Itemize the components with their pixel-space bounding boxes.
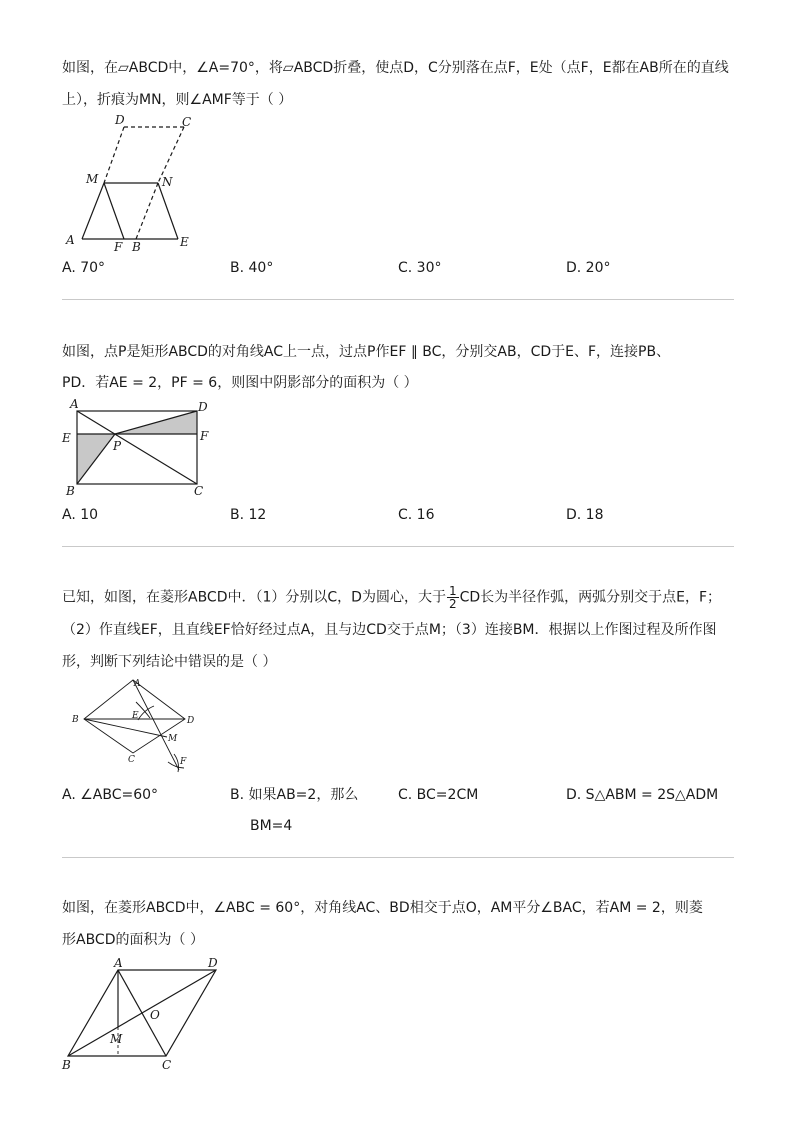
q3-label-E: E (132, 711, 139, 721)
q2-option-d[interactable]: D. 18 (566, 507, 604, 523)
q2-text-line-1: 如图，点P是矩形ABCD的对角线AC上一点，过点P作EF ∥ BC，分别交AB，CD于E、F，连接PB、 (62, 344, 671, 360)
q2-option-b[interactable]: B. 12 (230, 507, 267, 523)
q3-text-line-3: 形，判断下列结论中错误的是（ ） (62, 654, 277, 670)
q3-fraction-half (447, 585, 459, 610)
q3-option-b-continued: BM=4 (250, 818, 293, 834)
q2-label-D: D (198, 400, 208, 414)
q2-label-E: E (62, 431, 71, 445)
q1-label-D: D (115, 113, 125, 127)
q1-label-B: B (132, 240, 141, 254)
q3-label-A: A (134, 679, 141, 689)
q4-label-O: O (150, 1008, 160, 1022)
q1-label-A: A (66, 233, 75, 247)
q1-option-d[interactable]: D. 20° (566, 260, 611, 276)
q1-label-C: C (182, 115, 192, 129)
q3-option-a[interactable]: A. ∠ABC=60° (62, 787, 159, 803)
q2-option-a[interactable]: A. 10 (62, 507, 99, 523)
q1-edge-MF (104, 183, 124, 239)
q3-line-EF (133, 680, 179, 770)
q1-option-c[interactable]: C. 30° (398, 260, 442, 276)
q4-label-M: M (110, 1032, 123, 1046)
q4-figure (58, 952, 228, 1074)
q1-text-line-2: 上），折痕为MN，则∠AMF等于（ ） (62, 92, 293, 108)
q1-label-F: F (114, 240, 123, 254)
q3-option-c[interactable]: C. BC=2CM (398, 787, 479, 803)
q3-label-C: C (128, 755, 135, 765)
q3-label-F: F (180, 757, 187, 767)
q3-label-B: B (72, 715, 79, 725)
q1-figure (58, 112, 208, 257)
q1-edge-NE (158, 183, 178, 239)
q3-arc-F-2 (174, 754, 179, 772)
q3-fraction-denominator: 2 (448, 597, 457, 611)
q2-label-C: C (194, 484, 204, 498)
q3-label-M: M (168, 734, 178, 744)
q2-label-A: A (70, 397, 79, 411)
q2-label-P: P (113, 439, 122, 453)
q4-label-C: C (162, 1058, 172, 1072)
q3-fraction-numerator: 1 (448, 584, 457, 598)
q1-edge-AM (82, 183, 104, 239)
q2-figure (58, 396, 218, 500)
q1-label-E: E (180, 235, 189, 249)
q2-option-c[interactable]: C. 16 (398, 507, 435, 523)
divider-3 (62, 857, 734, 858)
q2-label-F: F (200, 429, 209, 443)
q3-label-D: D (187, 716, 195, 726)
q2-label-B: B (66, 484, 75, 498)
q3-text-line-1b: CD长为半径作弧，两弧分别交于点E，F； (459, 589, 722, 606)
q4-diagonal-BD (68, 970, 216, 1056)
q1-text-line-1: 如图，在▱ABCD中，∠A=70°，将▱ABCD折叠，使点D，C分别落在点F，E处（点F，E都在AB所在的直线 (62, 60, 729, 76)
q1-option-b[interactable]: B. 40° (230, 260, 274, 276)
q1-label-M: M (86, 172, 99, 186)
q3-option-d[interactable]: D. S△ABM = 2S△ADM (566, 787, 719, 803)
q4-label-D: D (208, 956, 218, 970)
q4-label-B: B (62, 1058, 71, 1072)
q1-label-N: N (162, 175, 173, 189)
q3-figure (66, 674, 216, 780)
q1-edge-DM (104, 127, 124, 183)
q2-text-line-2: PD．若AE = 2，PF = 6，则图中阴影部分的面积为（ ） (62, 375, 418, 391)
q1-edge-NB (136, 183, 158, 239)
divider-2 (62, 546, 734, 547)
q3-text-line-2: （2）作直线EF，且直线EF恰好经过点A，且与边CD交于点M；（3）连接BM．根据以上作图过程及所作图 (62, 622, 717, 638)
q1-option-a[interactable]: A. 70° (62, 260, 106, 276)
q4-label-A: A (114, 956, 123, 970)
q4-text-line-1: 如图，在菱形ABCD中，∠ABC = 60°，对角线AC、BD相交于点O，AM平分∠BAC，若AM = 2，则菱 (62, 900, 703, 916)
q3-text-line-1 (62, 585, 721, 610)
q3-option-b[interactable]: B. 如果AB=2，那么 (230, 787, 359, 803)
q3-text-line-1a: 已知，如图，在菱形ABCD中．（1）分别以C，D为圆心，大于 (62, 589, 446, 606)
divider-1 (62, 299, 734, 300)
q4-text-line-2: 形ABCD的面积为（ ） (62, 932, 204, 948)
